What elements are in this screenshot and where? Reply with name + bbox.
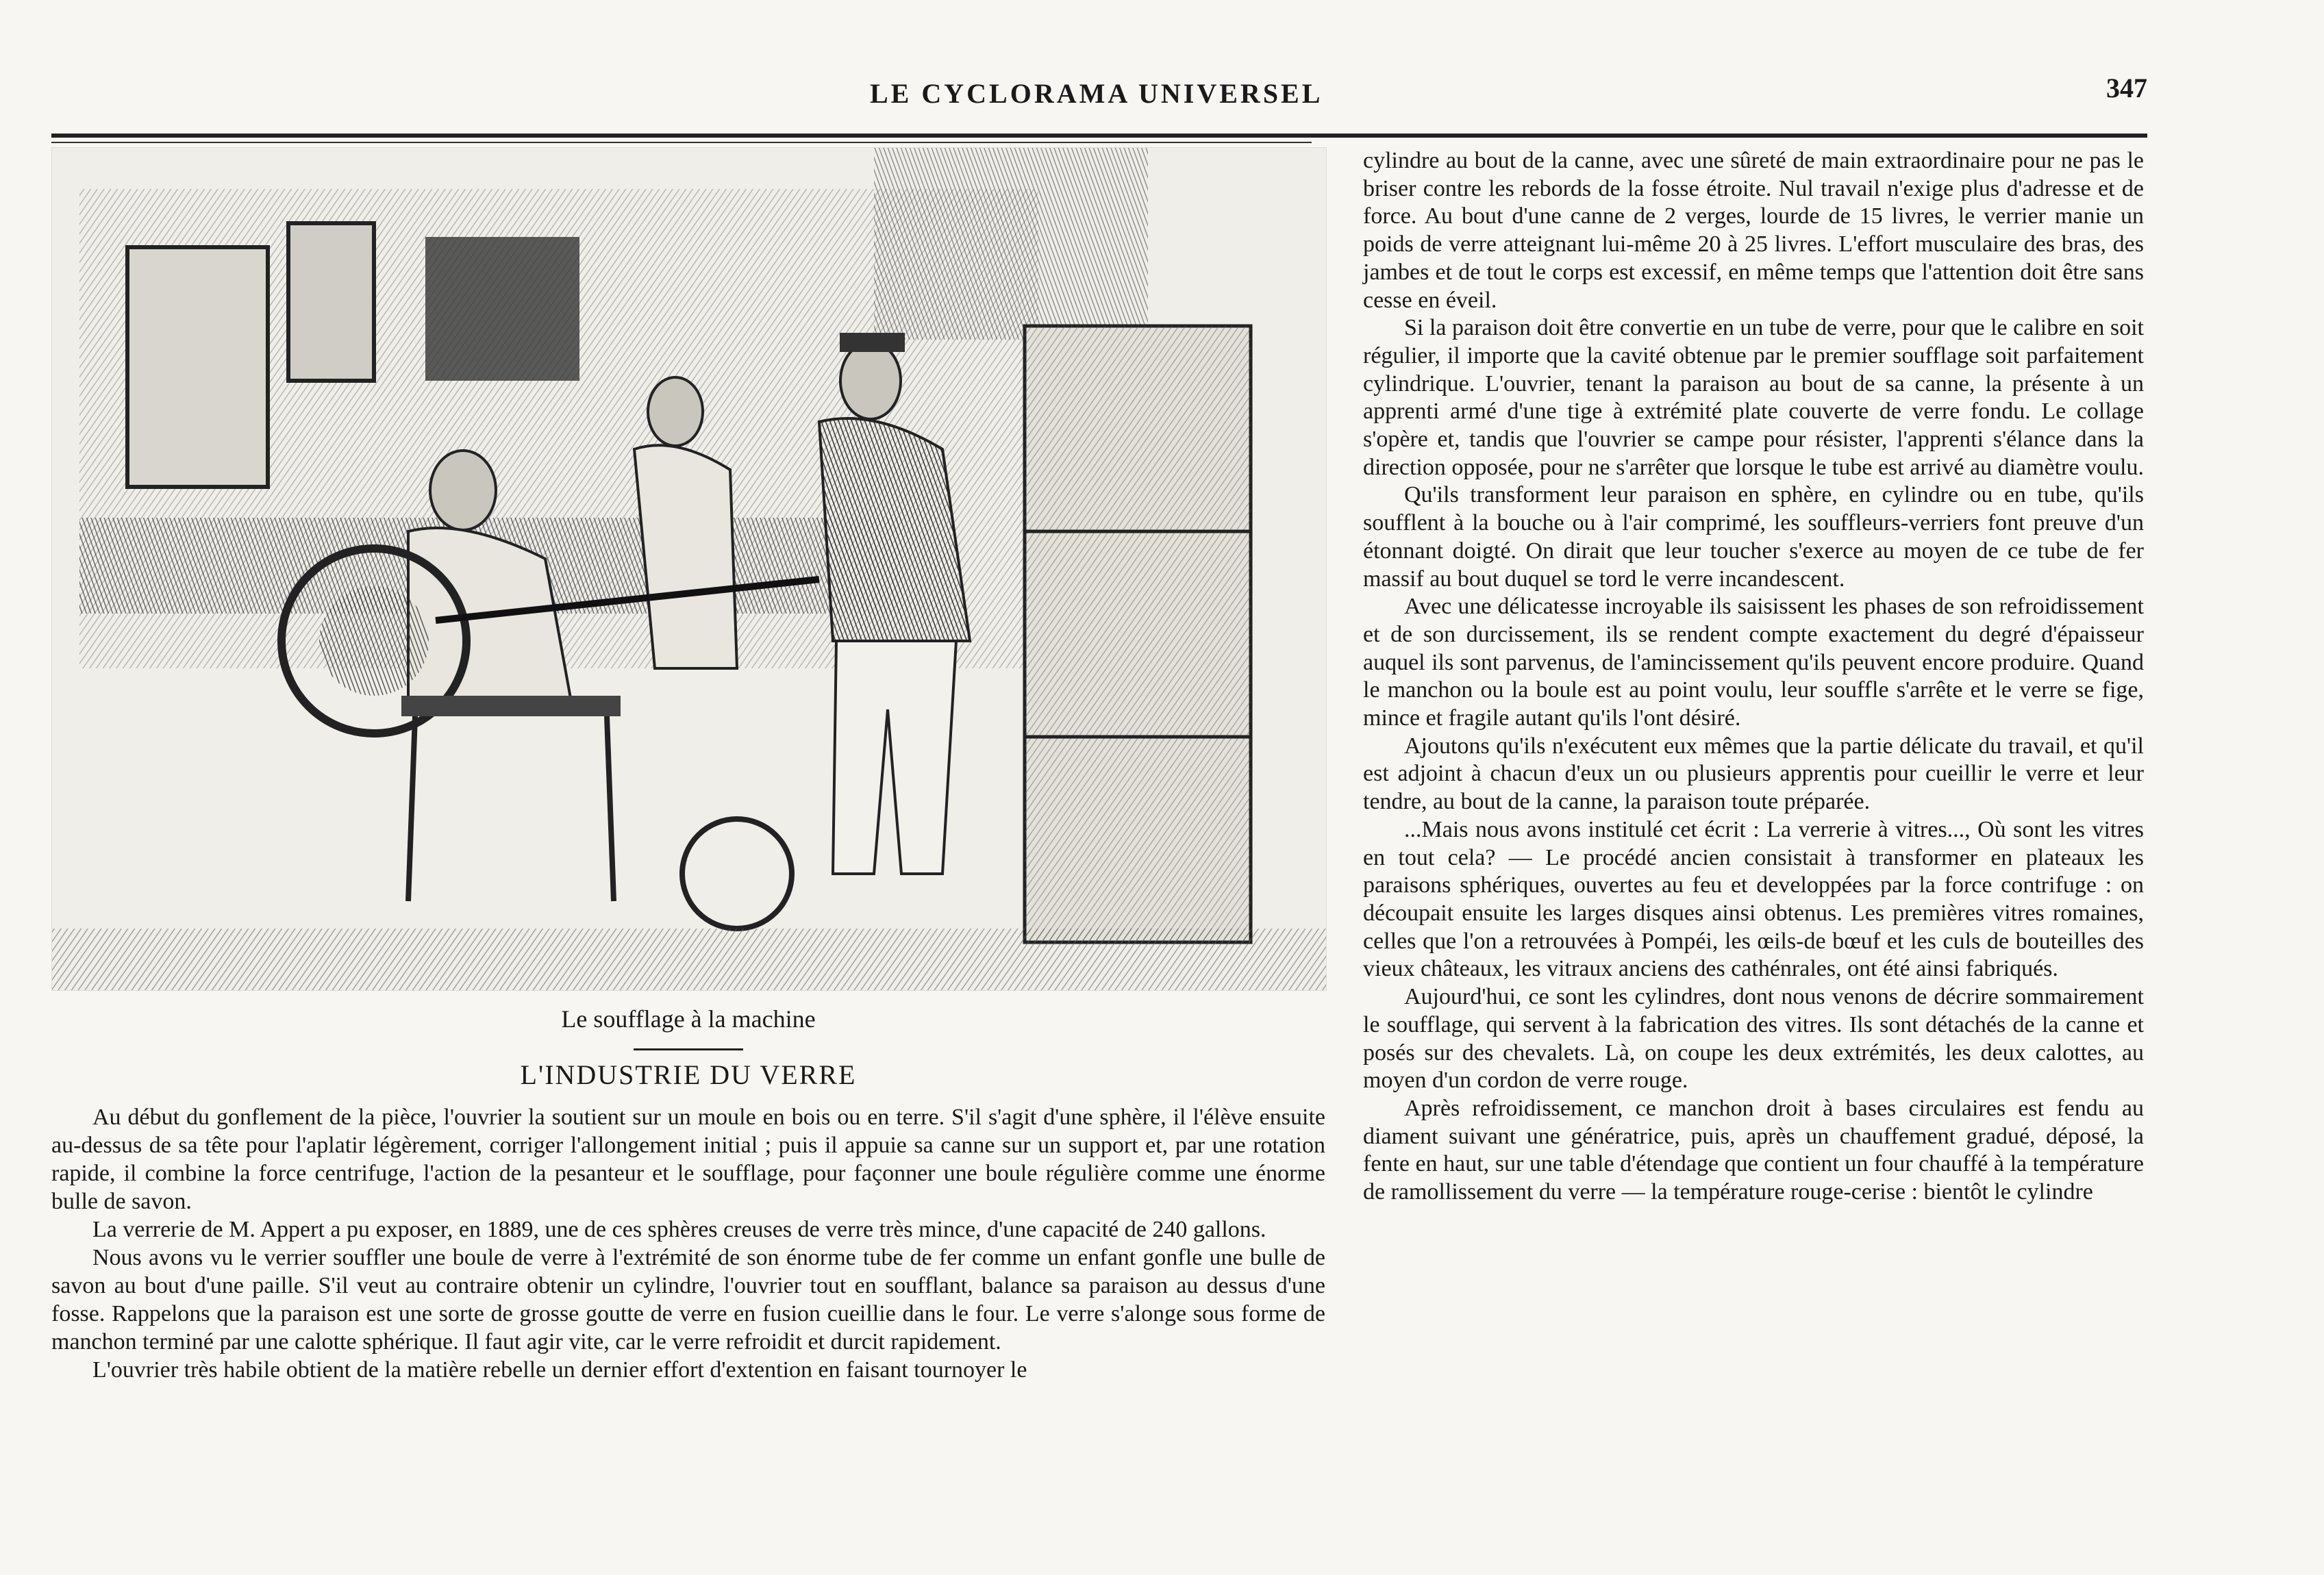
glassblowing-engraving xyxy=(52,148,1326,990)
paragraph: cylindre au bout de la canne, avec une sûreté de main extraordinaire pour ne pas le briser contre les rebords de la fosse étroite. Nul travail n'exige plus d'adresse et de force. Au bout d'une canne de 2 verges, lourde de 15 livres, le verrier manie un poids de verre atteignant lui-même 20 à 25 livres. L'effort musculaire des bras, des jambes et de tout le corps est excessif, en même temps que l'attention doit être sans cesse en éveil. xyxy=(1363,148,2144,313)
header-rule xyxy=(51,134,2147,138)
paragraph: ...Mais nous avons institulé cet écrit : La verrerie à vitres..., Où sont les vitres en tout cela? — Le procédé ancien consistait à transformer en plateaux les paraisons sphériques, ouvertes au feu et developpées par la force contrifuge : on découpait ensuite les larges disques ainsi obtenus. Les premières vitres romaines, celles que l'on a retrouvées à Pompéi, les œils-de bœuf et les culs de bouteilles des vieux châteaux, les vitraux anciens des cathénrales, ont été ainsi fabriqués. xyxy=(1363,816,2144,982)
paragraph: L'ouvrier très habile obtient de la matière rebelle un dernier effort d'extention en faisant tournoyer le xyxy=(92,1357,1027,1383)
paragraph: Si la paraison doit être convertie en un tube de verre, pour que le calibre en soit régulier, il importe que la cavité obtenue par le premier soufflage soit parfaitement cylindrique. L'ouvrier, tenant la paraison au bout de sa canne, la présente à un apprenti armé d'une tige à extrémité plate couverte de verre fondu. Le collage s'opère et, tandis que l'ouvrier se campe pour résister, l'apprenti s'élance dans la direction opposée, pour ne s'arrêter que lorsque le tube est arrivé au diamètre voulu. xyxy=(1363,315,2144,480)
caption-rule xyxy=(634,1048,743,1050)
running-title: LE CYCLORAMA UNIVERSEL xyxy=(870,78,1323,109)
paragraph: Nous avons vu le verrier souffler une boule de verre à l'extrémité de son énorme tube de fer comme un enfant gonfle une bulle de savon au bout d'une paille. S'il veut au contraire obtenir un cylindre, l'ouvrier tout en soufflant, balance sa paraison au dessus d'une fosse. Rappelons que la paraison est une sorte de grosse goutte de verre en fusion cueillie dans le four. Le verre s'alonge sous forme de manchon terminé par une calotte sphérique. Il faut agir vite, car le verre refroidit et durcit rapidement. xyxy=(51,1245,1325,1354)
page-number: 347 xyxy=(2106,73,2147,103)
left-column xyxy=(51,147,1325,1384)
paragraph: Qu'ils transforment leur paraison en sphère, en cylindre ou en tube, qu'ils soufflent à la bouche ou à l'air comprimé, les souffleurs-verriers font preuve d'un étonnant doigté. On dirait que leur toucher s'exerce au moyen de ce tube de fer massif au bout duquel se tord le verre incandescent. xyxy=(1363,482,2144,592)
paragraph: Au début du gonflement de la pièce, l'ouvrier la soutient sur un moule en bois ou en terre. S'il s'agit d'une sphère, il l'élève ensuite au-dessus de sa tête pour l'aplatir légèrement, corriger l'allongement initial ; puis il appuie sa canne sur un support et, par une rotation rapide, il combine la force centrifuge, l'action de la pesanteur et le soufflage, pour façonner une boule régulière comme une énorme bulle de savon. xyxy=(51,1105,1325,1214)
paragraph: La verrerie de M. Appert a pu exposer, en 1889, une de ces sphères creuses de verre très mince, d'une capacité de 240 gallons. xyxy=(92,1217,1266,1242)
paragraph: Après refroidissement, ce manchon droit à bases circulaires est fendu au diament suivant une génératrice, puis, après un chauffement gradué, déposé, la fente en haut, sur une table d'étendage que contient un four chauffé à la température de ramollissement du verre — la température rouge-cerise : bientôt le cylindre xyxy=(1363,1095,2144,1205)
paragraph: Avec une délicatesse incroyable ils saisissent les phases de son refroidissement et de son durcissement, ils se rendent compte exactement du degré d'épaisseur auquel ils sont parvenus, de l'amincissement qu'ils peuvent encore produire. Quand le manchon ou la boule est au point voulu, leur souffle s'arrête et le verre se fige, mince et fragile autant qu'ils l'ont désiré. xyxy=(1363,594,2144,731)
right-column xyxy=(1363,147,2144,1207)
page-header xyxy=(51,72,2147,120)
paragraph: Aujourd'hui, ce sont les cylindres, dont nous venons de décrire sommairement le soufflage, qui servent à la fabrication des vitres. Ils sont détachés de la canne et posés sur des chevalets. Là, on coupe les deux extrémités, les deux calottes, au moyen d'un cordon de verre rouge. xyxy=(1363,984,2144,1094)
article-title: L'INDUSTRIE DU VERRE xyxy=(520,1059,857,1090)
illustration-caption: Le soufflage à la machine xyxy=(561,1005,816,1033)
header-rule-thin xyxy=(51,142,1312,143)
right-text xyxy=(1363,147,2144,1207)
engraving-illustration xyxy=(51,147,1327,991)
paragraph: Ajoutons qu'ils n'exécutent eux mêmes que la partie délicate du travail, et qu'il est adjoint à chacun d'eux un ou plusieurs apprentis pour cueillir le verre et leur tendre, au bout de la canne, la paraison toute préparée. xyxy=(1363,733,2144,815)
left-text xyxy=(51,1103,1325,1384)
